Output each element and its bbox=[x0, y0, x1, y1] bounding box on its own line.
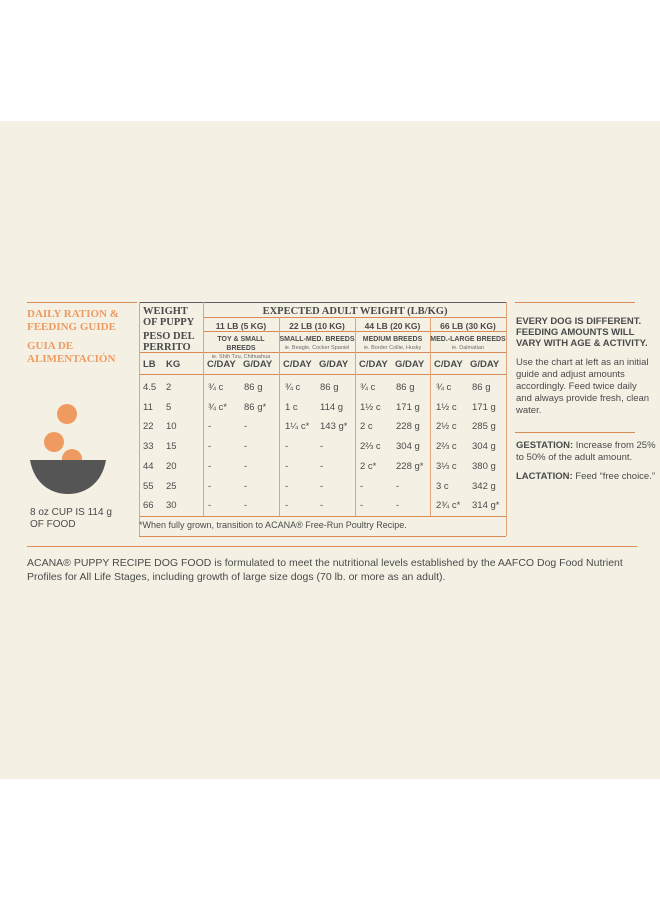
table-cell-g4: 342 g bbox=[472, 480, 496, 492]
table-cell-c4: 2⅔ c bbox=[436, 441, 457, 453]
table-cell-g2: - bbox=[320, 500, 324, 512]
table-cell-c4: 1½ c bbox=[436, 401, 457, 413]
col-gday: G/DAY bbox=[319, 359, 349, 370]
table-cell-c3: - bbox=[360, 480, 364, 492]
table-cell-g4: 304 g bbox=[472, 441, 496, 453]
table-cell-c3: - bbox=[360, 500, 364, 512]
table-cell-g4: 380 g bbox=[472, 460, 496, 472]
breed-name: MEDIUM BREEDS bbox=[362, 336, 423, 343]
table-cell-g1: - bbox=[244, 480, 248, 492]
table-cell-g1: - bbox=[244, 421, 248, 433]
table-cell-g3: 86 g bbox=[396, 382, 415, 393]
table-cell-g3: 171 g bbox=[396, 401, 420, 413]
table-cell-c3: 2 c* bbox=[360, 460, 377, 472]
peso-del-perrito-label: PESO DEL PERRITO bbox=[143, 331, 195, 353]
table-cell-kg: 10 bbox=[166, 421, 177, 433]
table-cell-kg: 30 bbox=[166, 500, 177, 512]
table-cell-g1: 86 g* bbox=[244, 401, 267, 413]
table-cell-c1: - bbox=[208, 441, 212, 453]
table-cell-g2: - bbox=[320, 460, 324, 472]
section-rule bbox=[27, 546, 637, 547]
table-cell-g1: - bbox=[244, 500, 248, 512]
table-cell-g2: 114 g bbox=[320, 401, 344, 413]
col-gday: G/DAY bbox=[470, 359, 500, 370]
lactation-note bbox=[516, 471, 656, 483]
table-cell-kg: 25 bbox=[166, 480, 177, 492]
title-es: GUIA DE ALIMENTACIÓN bbox=[27, 340, 116, 365]
table-cell-g2: - bbox=[320, 480, 324, 492]
breed-name: SMALL-MED. BREEDS bbox=[279, 336, 355, 343]
table-left-rule bbox=[139, 302, 140, 536]
gestation-note bbox=[516, 440, 656, 464]
weight-header: 22 LB (10 KG) bbox=[289, 321, 345, 331]
table-cell-c2: - bbox=[285, 441, 289, 453]
breed-header bbox=[430, 335, 506, 353]
table-cell-c2: - bbox=[285, 460, 289, 472]
table-cell-g3: 304 g bbox=[396, 441, 420, 453]
table-cell-g2: 86 g bbox=[320, 382, 339, 393]
table-bottom-rule bbox=[139, 516, 506, 517]
aafco-statement: ACANA® PUPPY RECIPE DOG FOOD is formulated to meet the nutritional levels established by the AAFCO Dog Food Nutrient Profiles for All Life Stages, including growth of large size dogs (70 lb. or more as an adult). bbox=[27, 557, 623, 583]
table-cell-c4: 3⅓ c bbox=[436, 460, 457, 472]
col-lb: LB bbox=[143, 359, 156, 370]
table-cell-g4: 314 g* bbox=[472, 500, 500, 512]
col-gday: G/DAY bbox=[243, 359, 273, 370]
table-cell-g4: 171 g bbox=[472, 401, 496, 413]
title-en: DAILY RATION & FEEDING GUIDE bbox=[27, 308, 119, 333]
feeding-instructions: Use the chart at left as an initial guide and adjust amounts accordingly. Feed twice daily and always provide fresh, clean water. bbox=[516, 357, 650, 416]
table-cell-lb: 55 bbox=[143, 480, 154, 492]
table-cell-c4: ¾ c bbox=[436, 382, 452, 393]
weight-header: 66 LB (30 KG) bbox=[440, 321, 496, 331]
breed-header bbox=[203, 335, 279, 362]
table-cell-c2: 1¼ c* bbox=[285, 421, 310, 433]
table-cell-lb: 4.5 bbox=[143, 382, 157, 393]
table-cell-c2: ¾ c bbox=[285, 382, 301, 393]
table-cell-c1: - bbox=[208, 500, 212, 512]
table-cell-g3: - bbox=[396, 480, 400, 492]
weight-header: 11 LB (5 KG) bbox=[215, 321, 267, 331]
table-cell-g2: 143 g* bbox=[320, 421, 348, 433]
weight-header: 44 LB (20 KG) bbox=[364, 321, 421, 331]
table-footnote: *When fully grown, transition to ACANA® Free-Run Poultry Recipe. bbox=[139, 520, 407, 530]
table-right-rule bbox=[506, 302, 507, 536]
right-top-rule bbox=[515, 302, 635, 303]
breed-example: ie. Dalmatian bbox=[451, 345, 485, 351]
table-cell-c1: - bbox=[208, 460, 212, 472]
table-cell-c1: - bbox=[208, 480, 212, 492]
table-cell-c4: 2½ c bbox=[436, 421, 457, 433]
breed-example: ie. Shih Tzu, Chihuahua bbox=[211, 354, 271, 360]
breed-example: ie. Border Collie, Husky bbox=[363, 345, 422, 351]
table-cell-g4: 285 g bbox=[472, 421, 496, 433]
table-cell-c2: - bbox=[285, 480, 289, 492]
table-cell-kg: 20 bbox=[166, 460, 177, 472]
breed-header bbox=[279, 335, 355, 353]
col-cday: C/DAY bbox=[359, 359, 388, 370]
table-top-rule bbox=[139, 302, 506, 303]
col-kg: KG bbox=[166, 359, 181, 370]
col-cday: C/DAY bbox=[434, 359, 463, 370]
feeding-guide-title bbox=[27, 308, 137, 365]
table-cell-kg: 2 bbox=[166, 382, 172, 393]
breed-header bbox=[355, 335, 430, 353]
col-cday: C/DAY bbox=[283, 359, 312, 370]
footnote-rule bbox=[139, 536, 506, 537]
table-cell-c4: 2¾ c* bbox=[436, 500, 461, 512]
expected-weight-header: EXPECTED ADULT WEIGHT (LB/KG) bbox=[262, 306, 448, 317]
table-cell-g1: 86 g bbox=[244, 382, 263, 393]
table-cell-c1: ¾ c* bbox=[208, 401, 228, 413]
col-cday: C/DAY bbox=[207, 359, 236, 370]
table-cell-c2: - bbox=[285, 500, 289, 512]
colhead-rule bbox=[139, 374, 506, 375]
table-cell-c4: 3 c bbox=[436, 480, 449, 492]
table-cell-c3: 1½ c bbox=[360, 401, 381, 413]
cup-note: 8 oz CUP IS 114 g OF FOOD bbox=[30, 507, 112, 530]
table-cell-g1: - bbox=[244, 441, 248, 453]
top-rule bbox=[27, 302, 137, 303]
gestation-text: Increase from 25% to 50% of the adult amount. bbox=[516, 440, 656, 463]
table-cell-c1: ¾ c bbox=[208, 382, 224, 393]
lactation-text: Feed “free choice.” bbox=[572, 471, 656, 482]
table-cell-g3: 228 g* bbox=[396, 460, 424, 472]
lactation-label: LACTATION: bbox=[516, 471, 573, 482]
table-cell-c3: 2⅔ c bbox=[360, 441, 381, 453]
table-cell-g2: - bbox=[320, 441, 324, 453]
col-gday: G/DAY bbox=[395, 359, 425, 370]
table-cell-g4: 86 g bbox=[472, 382, 491, 393]
weight-of-puppy-label: WEIGHT OF PUPPY bbox=[143, 306, 195, 328]
table-cell-lb: 44 bbox=[143, 460, 154, 472]
bowl-icon bbox=[28, 390, 108, 500]
breed-name: MED.-LARGE BREEDS bbox=[430, 336, 506, 343]
every-dog-heading: EVERY DOG IS DIFFERENT. FEEDING AMOUNTS WILL VARY WITH AGE & ACTIVITY. bbox=[516, 316, 648, 349]
table-cell-kg: 5 bbox=[166, 401, 172, 413]
table-cell-c1: - bbox=[208, 421, 212, 433]
table-cell-lb: 66 bbox=[143, 500, 154, 512]
table-cell-c3: ¾ c bbox=[360, 382, 376, 393]
table-cell-g3: - bbox=[396, 500, 400, 512]
table-cell-lb: 22 bbox=[143, 421, 154, 433]
table-cell-lb: 33 bbox=[143, 441, 154, 453]
breed-example: ie. Beagle, Cocker Spaniel bbox=[284, 345, 350, 351]
table-cell-g3: 228 g bbox=[396, 421, 420, 433]
table-cell-c2: 1 c bbox=[285, 401, 298, 413]
table-cell-g1: - bbox=[244, 460, 248, 472]
table-cell-lb: 11 bbox=[143, 401, 153, 413]
gestation-label: GESTATION: bbox=[516, 440, 574, 451]
table-cell-c3: 2 c bbox=[360, 421, 373, 433]
table-cell-kg: 15 bbox=[166, 441, 177, 453]
breed-name: TOY & SMALL BREEDS bbox=[217, 336, 265, 352]
gestation-rule bbox=[515, 432, 635, 433]
